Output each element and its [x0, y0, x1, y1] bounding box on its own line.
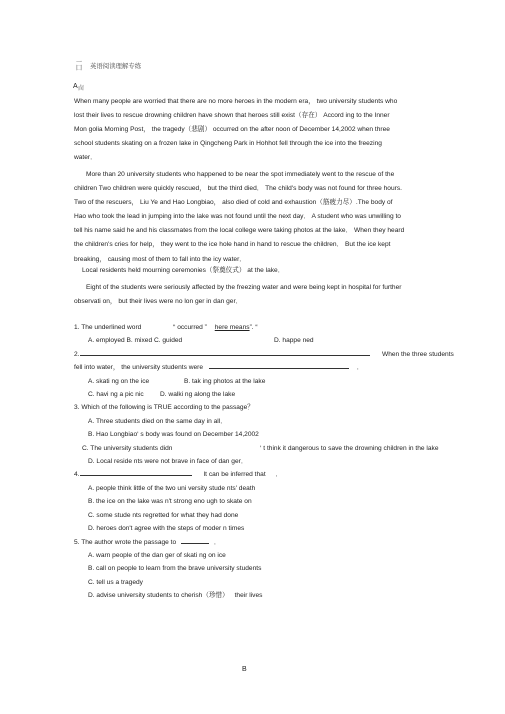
passage-paragraph-3: [82, 264, 474, 278]
q3-option-c-part1: C. The university students didn: [82, 444, 173, 452]
q3-option-b: B. Hao Longbiao‘ s body was found on December 14,2002: [88, 431, 259, 439]
header-mark: 一 囗: [76, 59, 83, 72]
text-line: Hao who took the lead in jumping into the lake was not found until the next day． A student who was unwilling to: [74, 213, 401, 221]
text-line: When many people are worried that there are no more heroes in the modern era， two university students who: [74, 98, 398, 105]
question-2-options-cd: [74, 388, 474, 401]
question-4-stem: [74, 468, 474, 481]
q4-option-d: D. heroes don't agree with the steps of moder n times: [88, 525, 245, 533]
question-5-stem: [74, 536, 474, 549]
q2-option-a: A. skati ng on the ice: [88, 377, 150, 385]
q1-option-d: D. happe ned: [274, 337, 314, 345]
q5-option-d-part2: their lives: [234, 592, 263, 600]
text-line: Eight of the students were seriously affected by the freezing water and were being kept in hospital for further: [86, 284, 402, 291]
section-label-b: B: [242, 666, 247, 673]
q2-stem-after: When the three students: [382, 350, 454, 358]
q4-stem-end: ．: [275, 471, 283, 479]
question-1-stem: [74, 321, 474, 334]
q2-option-b: B. tak ing photos at the lake: [184, 377, 266, 385]
q1-options-abc: A. employed B. mixed C. guided: [88, 337, 183, 345]
questions: [74, 321, 474, 603]
text-line: school students skating on a frozen lake in Qingcheng Park in Hohhot fell through the ice into the freezing: [74, 140, 382, 148]
q4-number: 4.: [74, 471, 80, 479]
q2-option-c: C. havi ng a pic nic: [88, 391, 144, 399]
q3-option-c: [74, 442, 474, 455]
q2-stem-line2-text: fell into water， the university students were: [74, 364, 204, 372]
text-line: the children's cries for help， they went to the ice hole hand in hand to rescue the children． But the ice kept: [74, 241, 391, 249]
text-line: breaking， causing most of them to fall into the icy water．: [74, 255, 246, 263]
question-3-stem: 3. Which of the following is TRUE according to the passage？: [74, 404, 254, 412]
q4-option-b: B. the ice on the lake was n't strong eno ugh to skate on: [88, 498, 252, 506]
passage-paragraph-1: [74, 95, 466, 165]
text-line: More than 20 university students who happened to be near the spot immediately went to the rescue of the: [86, 171, 395, 178]
text-line: tell his name said he and his classmates from the local college were taking photos at the lake． When they heard: [74, 227, 405, 235]
q2-number: 2.: [74, 350, 80, 358]
section-label-a: A: [73, 83, 78, 90]
q2-answer-blank[interactable]: [80, 349, 370, 356]
q5-stem-text: 5. The author wrote the passage to: [74, 538, 177, 546]
q2-option-d: D. walki ng along the lake: [160, 391, 236, 399]
q3-option-d: D. Local reside nts were not brave in face of dan ger．: [88, 458, 248, 466]
q3-option-a: A. Three students died on the same day in all．: [88, 417, 227, 425]
q1-stem-prefix: 1. The underlined word: [74, 324, 142, 331]
question-2-stem: [74, 348, 474, 361]
q5-option-b: B. call on people to learn from the brave university students: [88, 565, 262, 573]
header-title: 英语阅读理解专练: [90, 62, 142, 70]
section-label-a-sub: 卣: [78, 85, 85, 92]
q2-stem-end: ．: [356, 364, 364, 372]
text-line: water．: [74, 154, 97, 162]
q4-option-c: C. some stude nts regretted for what they had done: [88, 511, 239, 519]
q5-option-d: [74, 589, 474, 602]
q4-stem-after: It can be inferred that: [203, 471, 266, 479]
q5-answer-blank[interactable]: [181, 537, 209, 544]
question-1-options: [74, 334, 474, 347]
text-line: observati on， but their lives were no lon ger in dan ger．: [74, 298, 243, 306]
q2-inline-blank[interactable]: [209, 362, 349, 369]
q5-option-a: A. warn people of the dan ger of skati ng on ice: [88, 551, 226, 559]
text-line: Two of the rescuers， Liu Ye and Hao Longbiao， also died of cold and exhaustion（筋疲力尽）.The body of: [74, 199, 393, 207]
q5-stem-end: ．: [213, 538, 221, 546]
text-line: Mon golia Morning Post， the tragedy（悲剧） occurred on the after noon of December 14,2002 when three: [74, 126, 390, 134]
question-2-stem-line2: [74, 361, 474, 374]
q1-stem-word: “ occurred ”: [173, 324, 207, 331]
question-2-options-ab: [74, 375, 474, 388]
text-line: lost their lives to rescue drowning children have shown that heroes still exist（存在） Accord ing to the Inner: [74, 112, 390, 120]
q3-option-c-part2: ‘ t think it dangerous to save the drowning children in the lake: [260, 444, 439, 452]
q4-answer-blank[interactable]: [80, 469, 192, 476]
passage-paragraph-4: [74, 281, 466, 309]
q4-option-a: A. people think little of the two uni versity stude nts' death: [88, 484, 256, 492]
text-line: children Two children were quickly rescued， but the third died． The child's body was not found for three hours.: [74, 185, 402, 193]
q1-stem-suffix: ”. “: [249, 324, 258, 331]
q5-option-c: C. tell us a tragedy: [88, 578, 143, 586]
q1-stem-means: here means: [214, 324, 250, 331]
q5-option-d-part1: D. advise university students to cherish（珍惜）: [88, 592, 229, 600]
text-line: Local residents held mourning ceremonies（祭奠仪式） at the lake．: [82, 267, 285, 274]
passage-paragraph-2: [74, 168, 466, 267]
